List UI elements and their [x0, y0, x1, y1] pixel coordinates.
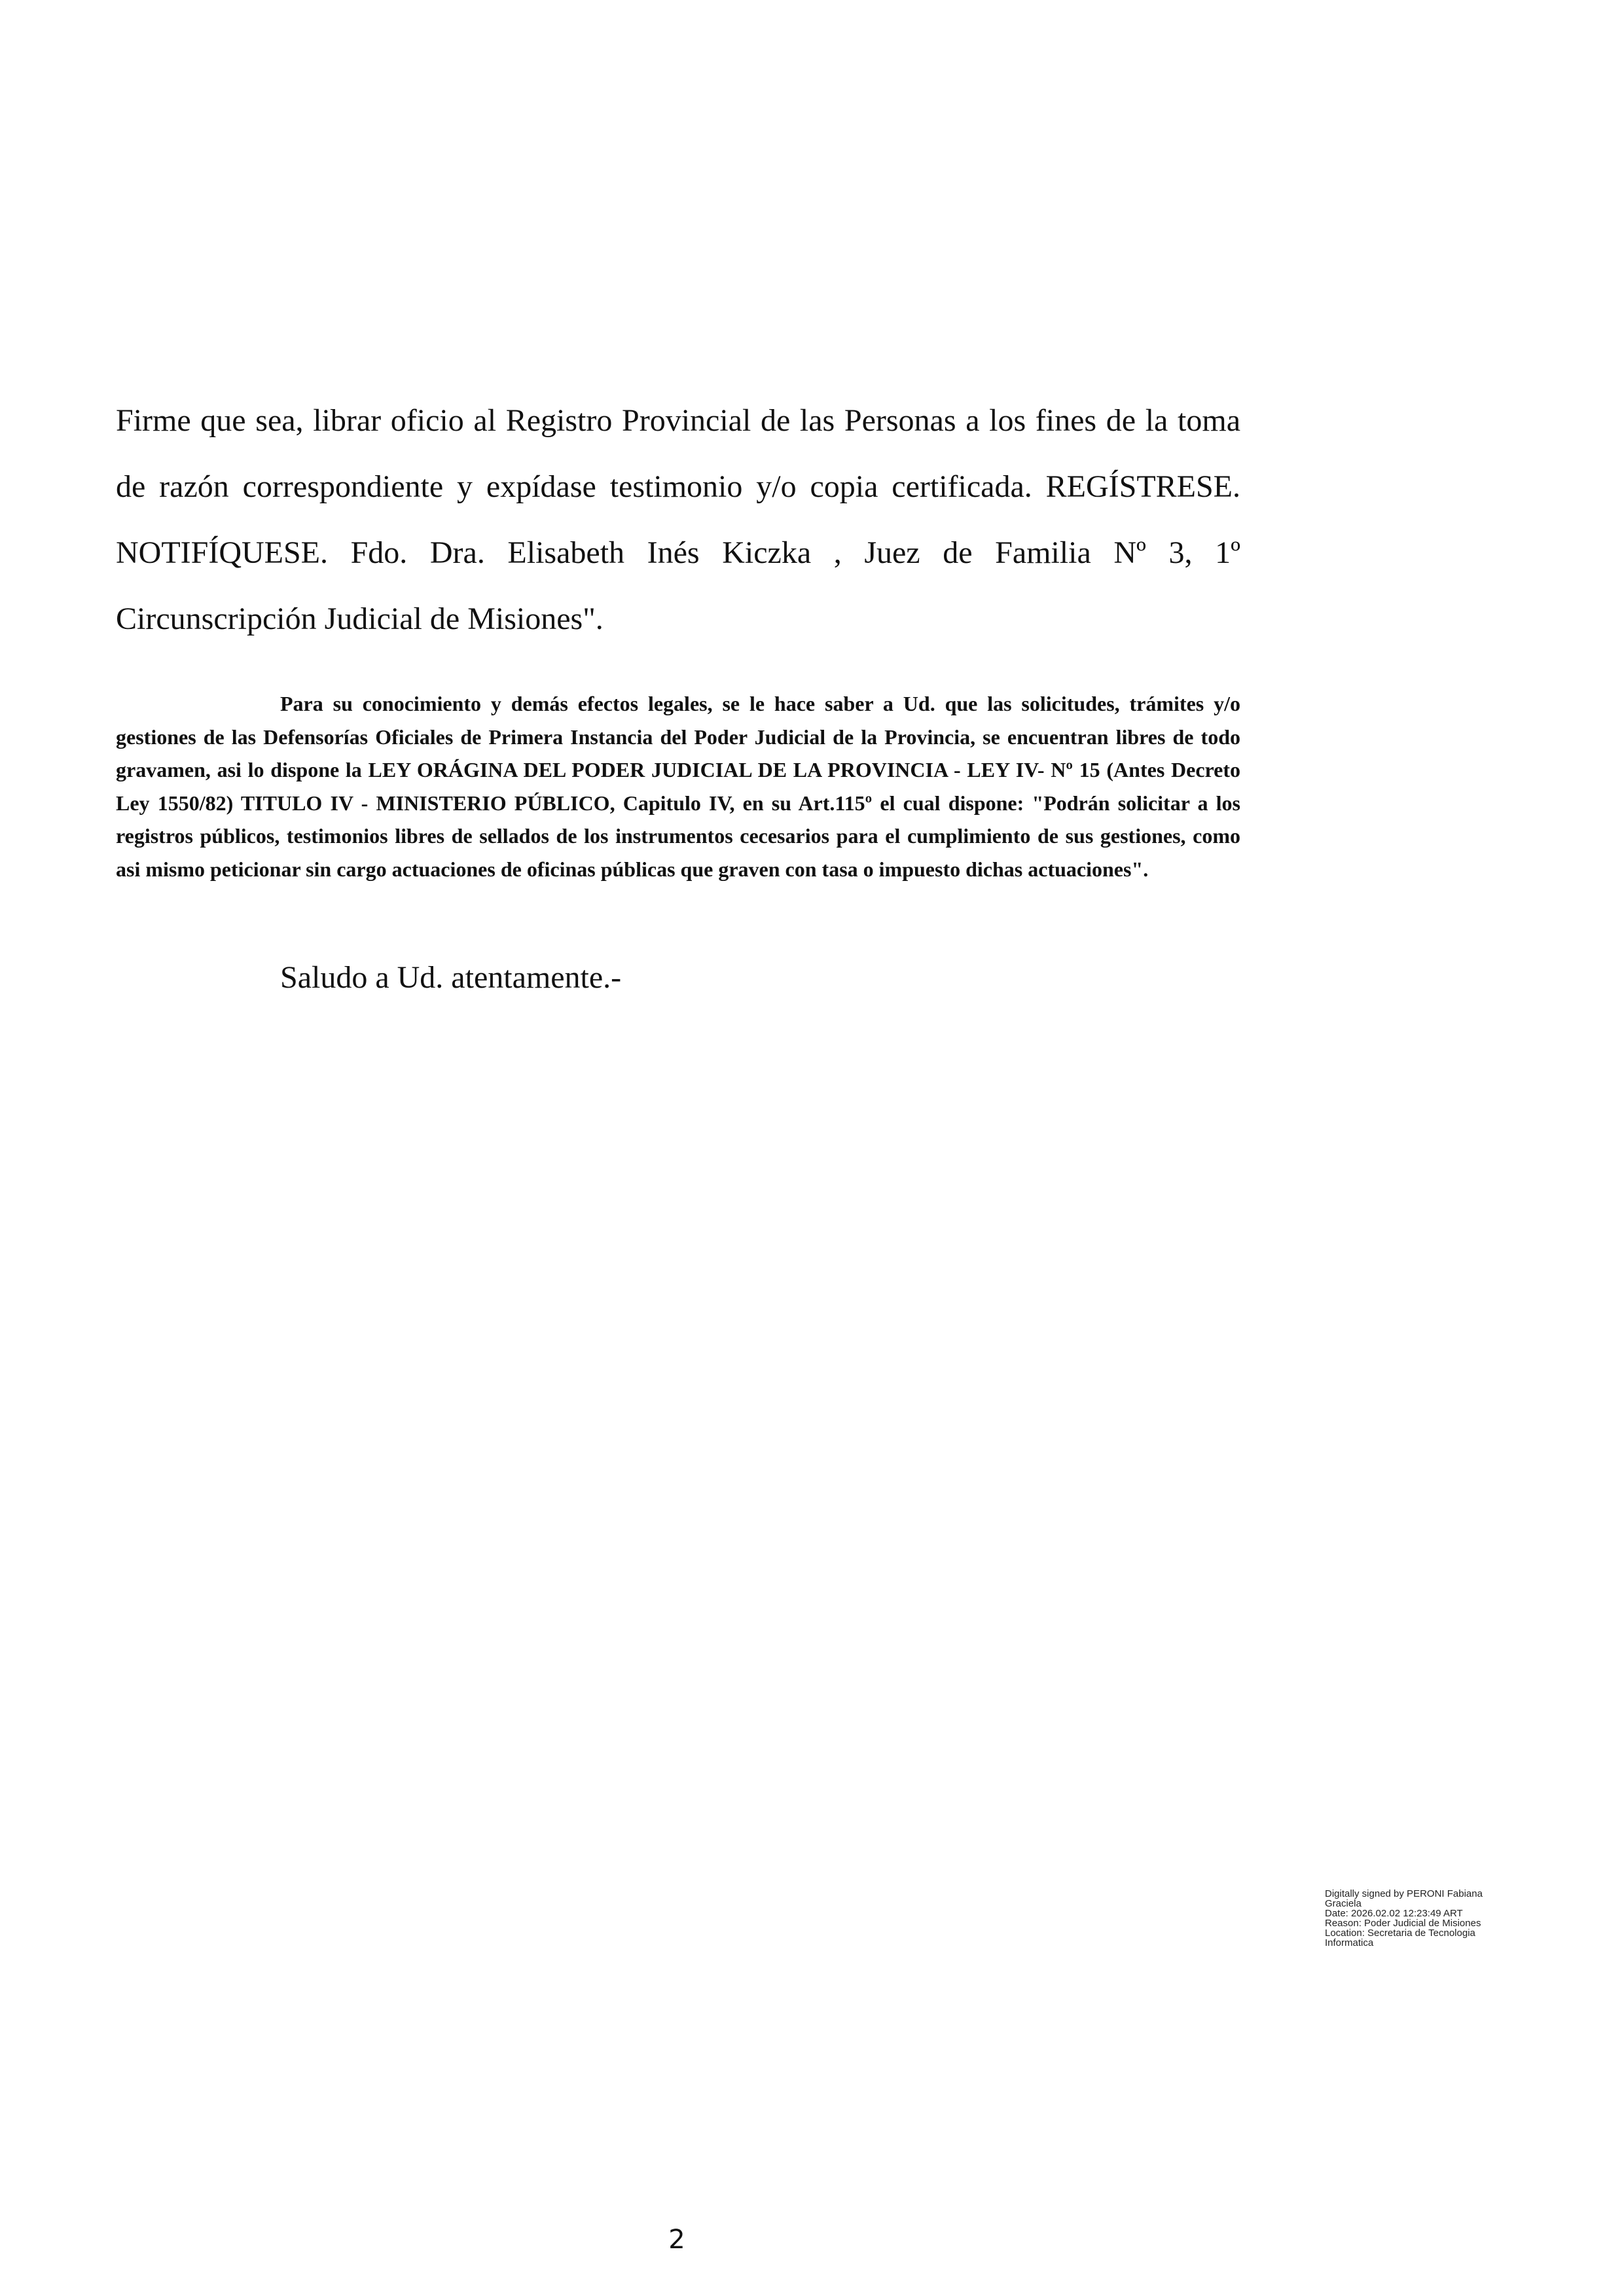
- digital-signature-block: [1325, 1889, 1515, 1948]
- signature-reason: Reason: Poder Judicial de Misiones: [1325, 1918, 1481, 1929]
- page-number: 2: [668, 2225, 685, 2255]
- signature-location: Location: Secretaria de Tecnologia Informatica: [1325, 1928, 1475, 1948]
- resolution-paragraph: Firme que sea, librar oficio al Registro Provincial de las Personas a los fines de la toma de razón correspondiente y expídase testimonio y/o copia certificada. REGÍSTRESE. NOTIFÍQUESE. Fdo. Dra. Elisabeth Inés Kiczka , Juez de Familia Nº 3, 1º Circunscripción Judicial de Misiones".: [116, 403, 1240, 636]
- closing-salutation: Saludo a Ud. atentamente.-: [280, 960, 622, 995]
- signature-date: Date: 2026.02.02 12:23:49 ART: [1325, 1908, 1463, 1919]
- legal-notice-paragraph: Para su conocimiento y demás efectos legales, se le hace saber a Ud. que las solicitudes, trámites y/o gestiones de las Defensorías Oficiales de Primera Instancia del Poder Judicial de la Provincia, se encuentran libres de todo gravamen, asi lo dispone la LEY ORÁGINA DEL PODER JUDICIAL DE LA PROVINCIA - LEY IV- Nº 15 (Antes Decreto Ley 1550/82) TITULO IV - MINISTERIO PÚBLICO, Capitulo IV, en su Art.115º el cual dispone: "Podrán solicitar a los registros públicos, testimonios libres de sellados de los instrumentos cecesarios para el cumplimiento de sus gestiones, como asi mismo peticionar sin cargo actuaciones de oficinas públicas que graven con tasa o impuesto dichas actuaciones".: [116, 692, 1240, 881]
- signature-signed-by: Digitally signed by PERONI Fabiana Graciela: [1325, 1888, 1483, 1909]
